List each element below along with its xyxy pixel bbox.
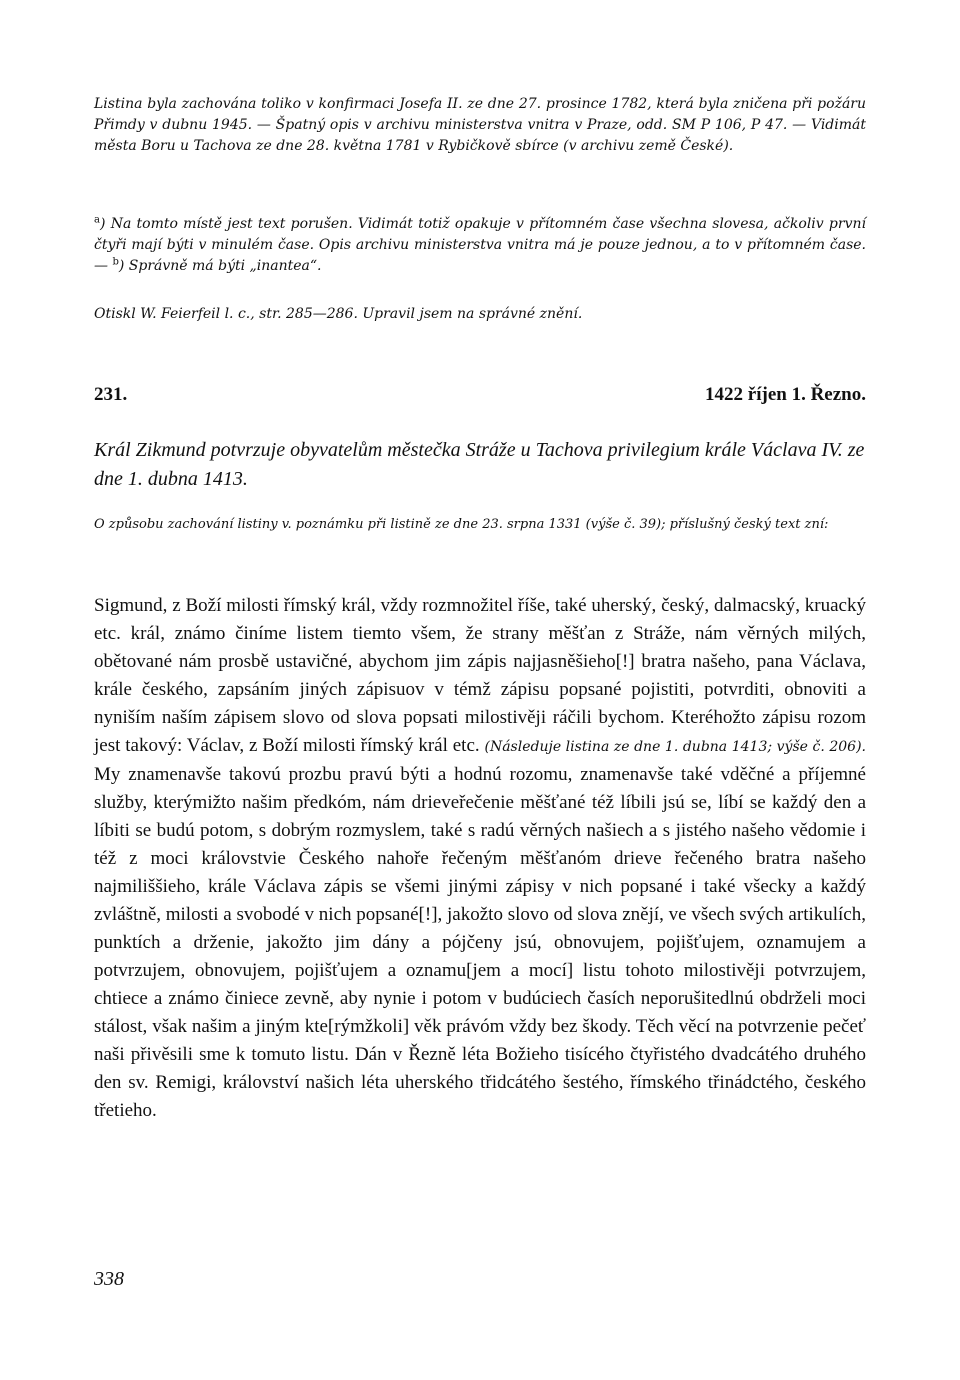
print-note-text: Otiskl W. Feierfeil l. c., str. 285—286. Upravil jsem na správné znění. xyxy=(94,306,583,322)
footnote-a-paragraph: $^a$) Na tomto místě jest text porušen. Vidimát totiž opakuje v přítomném čase všechna slovesa, ačkoliv první čtyři mají býti v minulém čase. Opis archivu ministerstva vnitra má je pouze jednou, a to v přítomném čase. — $^b$) Správně má býti „inantea“. xyxy=(94,214,866,274)
entry-header xyxy=(94,384,866,410)
entry-regest: Král Zikmund potvrzuje obyvatelům městečka Stráže u Tachova privilegium krále Václava IV. ze dne 1. dubna 1413. xyxy=(94,439,865,490)
entry-main-text xyxy=(94,592,866,1125)
footnote-b-text: Správně má býti „inantea“. xyxy=(128,258,322,274)
main-text-part2: My znamenavše takovú prozbu pravú býti a hodnú rozomu, znamenavše také vděčné a příjemné služby, kterýmižto našim předkóm, nám drieveřečenie měšťané též líbili jsú se, líbí se každý den a líbiti se budú potom, s dobrým rozmyslem, také s radú věrných našiech a s jistého našeho vědomie i též z moci královstvie Českého nahoře řečeným měšťanóm drieve řečeného bratra našeho najmiliššieho, krále Václava zápis se všemi jinými zápisy v nich popsané i také všecky a každý zvláštně, milosti a svobodé v nich popsané[!], jakožto slovo od slova znějí, ve všech svých artikulích, punktích a drženie, jakožto jim dány a pójčeny jsú, obnovujem, pojišťujem, oznamujem a potvrzujem, obnovujem, pojišťujem a oznamu[jem a mocí] listu tohoto milostivěji potvrzujem, chtiece a známo činiece zevně, aby nynie i potom v budúciech časích neporušitedlnú obdrželi moci stálost, však našim a jiným kte[rýmžkoli] věk právóm vždy bez škody. Těch věcí na potvrzenie pečeť naši přivěsili sme k tomuto listu. Dán v Řezně léta Božieho tisícého čtyřistého dvadcátého druhého den sv. Remigi, království našich léta uherského třidcátého šestého, římského třinádctého, českého třetieho. xyxy=(94,764,866,1121)
footnotes xyxy=(94,214,866,277)
entry-number: 231. xyxy=(94,384,128,405)
archive-note xyxy=(94,94,866,157)
inline-editorial-note: (Následuje listina ze dne 1. dubna 1413; výše č. 206). xyxy=(484,739,866,755)
page-number: 338 xyxy=(94,1268,124,1290)
main-text-paragraph xyxy=(94,592,866,1125)
footnote-b-mark: b xyxy=(112,256,119,268)
archive-note-text: Listina byla zachována toliko v konfirmaci Josefa II. ze dne 27. prosince 1782, která byla zničena při požáru Přimdy v dubnu 1945. — Špatný opis v archivu ministerstva vnitra v Praze, odd. SM P 106, P 47. — Vidimát města Boru u Tachova ze dne 28. května 1781 v Rybičkově sbírce (v archivu země České). xyxy=(94,96,866,154)
footnote-a-text: Na tomto místě jest text porušen. Vidimát totiž opakuje v přítomném čase všechna slovesa, ačkoliv první čtyři mají býti v minulém čase. Opis archivu ministerstva vnitra má je pouze jednou, a to v přítomném čase. — xyxy=(94,216,866,274)
entry-intro: O způsobu zachování listiny v. poznámku při listině ze dne 23. srpna 1331 (výše č. 39); příslušný český text zní: xyxy=(94,517,829,532)
main-text-part1: Sigmund, z Boží milosti římský král, vždy rozmnožitel říše, také uherský, český, dalmacský, kruacký etc. král, známo činíme listem tiemto všem, že strany měšťan z Stráže, nám věrných milých, obětované nám prosbě ustavičné, abychom jim zápis najjasněšieho[!] bratra našeho, pana Václava, krále českého, zapsáním jiných zápisuov v témž zápisu popsané pojistiti, potvrditi, obnoviti a nyniším naším zápisem slovo od slova popsati milostivěji ráčili bychom. Kteréhožto zápisu rozom jest takový: Václav, z Boží milosti římský král etc. xyxy=(94,595,866,756)
print-note xyxy=(94,304,866,325)
entry-date-place: 1422 říjen 1. Řezno. xyxy=(705,384,866,405)
footnote-a-mark: a xyxy=(94,214,100,226)
